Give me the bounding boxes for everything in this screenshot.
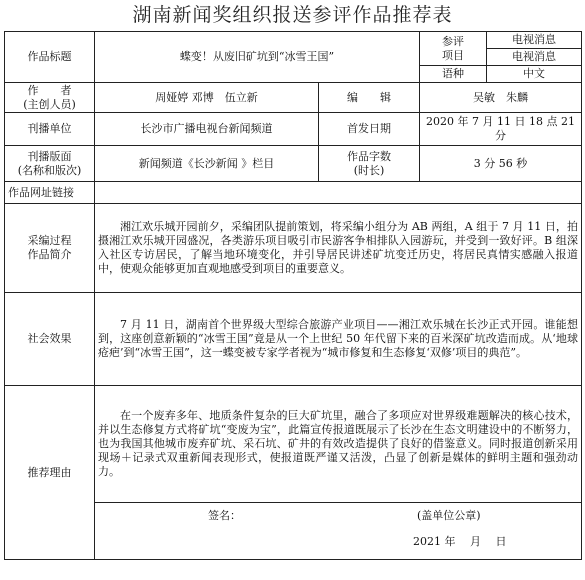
recommendation-form bbox=[4, 31, 582, 560]
page-section-value: 新闻频道《长沙新闻 》栏目 bbox=[95, 146, 319, 182]
form-title: 湖南新闻奖组织报送参评作品推荐表 bbox=[132, 4, 453, 26]
publisher-value: 长沙市广播电视台新闻频道 bbox=[95, 113, 319, 146]
language-value: 中文 bbox=[487, 66, 582, 83]
intro-label: 采编过程 作品简介 bbox=[5, 204, 95, 293]
category-label: 参评 项目 bbox=[420, 32, 487, 66]
signature-area bbox=[95, 503, 582, 560]
signature-label: 签名： bbox=[208, 509, 241, 522]
intro-text: 湘江欢乐城开园前夕，采编团队提前策划，将采编小组分为 AB 两组，A 组于 7 月 11 日，拍摄湘江欢乐城开园盛况，各类游乐项目吸引市民游客争相排队入园游玩，并受到一致好评。B 组深入社区专访居民，了解当地环境变化，并引导居民讲述矿坑变迁历史，将居民真情实感融入报道中，使观众能够更加直观地感受到项目的重要意义。 bbox=[95, 204, 582, 293]
authors-label: 作 者 (主创人员) bbox=[5, 83, 95, 113]
url-value bbox=[95, 182, 582, 204]
signature-date: 2021 年 月 日 bbox=[413, 535, 507, 548]
category-value: 电视消息 bbox=[487, 32, 582, 49]
first-date-value: 2020 年 7 月 11 日 18 点 21 分 bbox=[420, 113, 582, 146]
work-title-label: 作品标题 bbox=[5, 32, 95, 83]
url-label: 作品网址链接 bbox=[5, 182, 95, 204]
language-label: 语种 bbox=[420, 66, 487, 83]
genre-value: 电视消息 bbox=[487, 49, 582, 66]
authors-value: 周娅婷 邓博 伍立新 bbox=[95, 83, 319, 113]
editor-label: 编 辑 bbox=[319, 83, 420, 113]
word-count-value: 3 分 56 秒 bbox=[420, 146, 582, 182]
effect-label: 社会效果 bbox=[5, 293, 95, 386]
work-title-value: 蝶变！从废旧矿坑到“冰雪王国” bbox=[95, 32, 420, 83]
publisher-label: 刊播单位 bbox=[5, 113, 95, 146]
effect-text: 7 月 11 日，湖南首个世界级大型综合旅游产业项目——湘江欢乐城在长沙正式开园。谁能想到，这座创意新颖的“冰雪王国”竟是从一个上世纪 50 年代留下来的百米深矿坑改造而成。从‘地球疮疤’到“冰雪王国”，这一蝶变被专家学者视为“城市修复和生态修复‘双修’项目的典范”。 bbox=[95, 293, 582, 386]
seal-note: (盖单位公章) bbox=[417, 509, 481, 522]
word-count-label: 作品字数 (时长) bbox=[319, 146, 420, 182]
page-section-label: 刊播版面 (名称和版次) bbox=[5, 146, 95, 182]
first-date-label: 首发日期 bbox=[319, 113, 420, 146]
reason-label: 推荐理由 bbox=[5, 386, 95, 560]
reason-text: 在一个废弃多年、地质条件复杂的巨大矿坑里，融合了多项应对世界级难题解决的核心技术，并以生态修复方式将矿坑“变废为宝”，此篇宣传报道既展示了长沙在生态文明建设中的不断努力，也为我国其他城市废弃矿坑、采石坑、矿井的有效改造提供了良好的借鉴意义。同时报道创新采用现场＋记录式双重新闻表现形式，使报道既严谨又活泼，凸显了创新是媒体的鲜明主题和强劲动力。 bbox=[95, 386, 582, 503]
editor-value: 吴敏 朱麟 bbox=[420, 83, 582, 113]
